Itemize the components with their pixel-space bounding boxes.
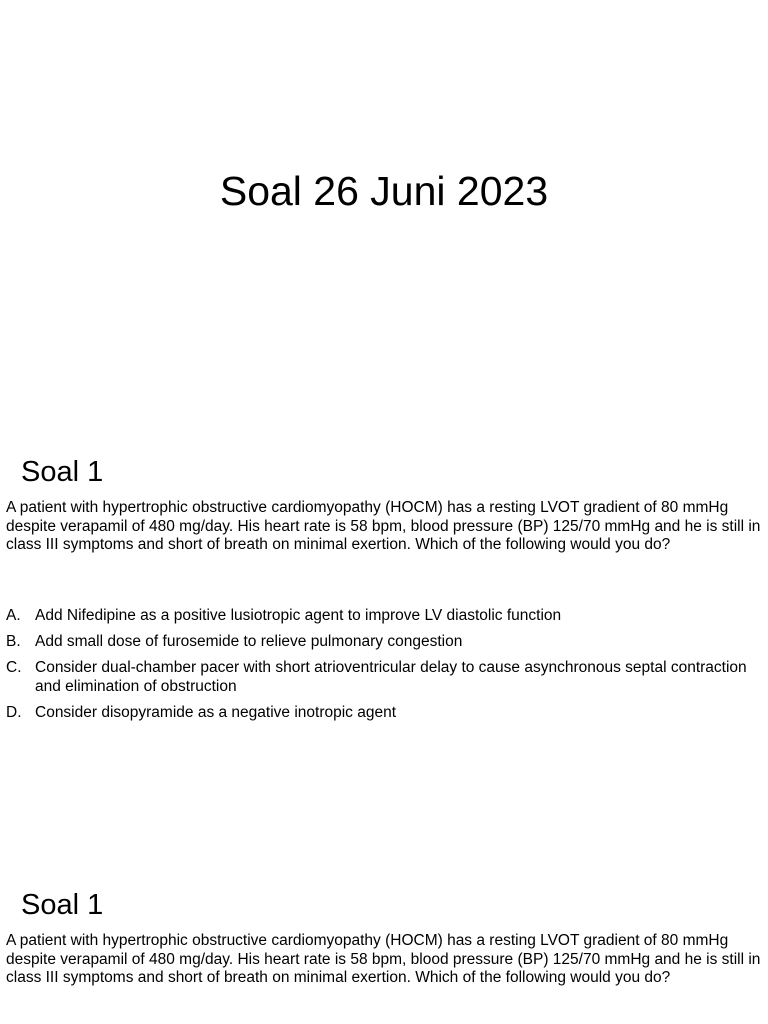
option-d-letter: D. [6,703,22,721]
option-a-text: Add Nifedipine as a positive lusiotropic agent to improve LV diastolic function [35,607,562,624]
option-b-text: Add small dose of furosemide to relieve pulmonary congestion [35,632,463,650]
slide-2-question: A patient with hypertrophic obstructive cardiomyopathy (HOCM) has a resting LVOT gradient of 80 mmHg despite verapamil of 480 mg/day. His heart rate is 58 bpm, blood pressure (BP) 125/70 mmHg and he is still in class III symptoms and short of breath on minimal exertion. Which of the following would you do? [6,932,761,987]
option-a [6,607,762,626]
option-b [6,633,762,652]
option-d [6,704,762,723]
option-a-letter: A. [6,607,21,624]
slide-1-title: Soal 1 [21,456,104,488]
option-c [6,659,762,696]
option-c-letter: C. [6,658,22,676]
option-c-text: Consider dual-chamber pacer with short atrioventricular delay to cause asynchronous septal contraction and elimination of obstruction [35,658,747,695]
slide-1-question: A patient with hypertrophic obstructive cardiomyopathy (HOCM) has a resting LVOT gradient of 80 mmHg despite verapamil of 480 mg/day. His heart rate is 58 bpm, blood pressure (BP) 125/70 mmHg and he is still in class III symptoms and short of breath on minimal exertion. Which of the following would you do? [6,499,761,554]
slide-2-title: Soal 1 [21,889,104,921]
page-title: Soal 26 Juni 2023 [219,168,549,214]
option-d-text: Consider disopyramide as a negative inotropic agent [35,703,397,721]
slide-1-options [6,607,762,730]
option-b-letter: B. [6,632,21,650]
